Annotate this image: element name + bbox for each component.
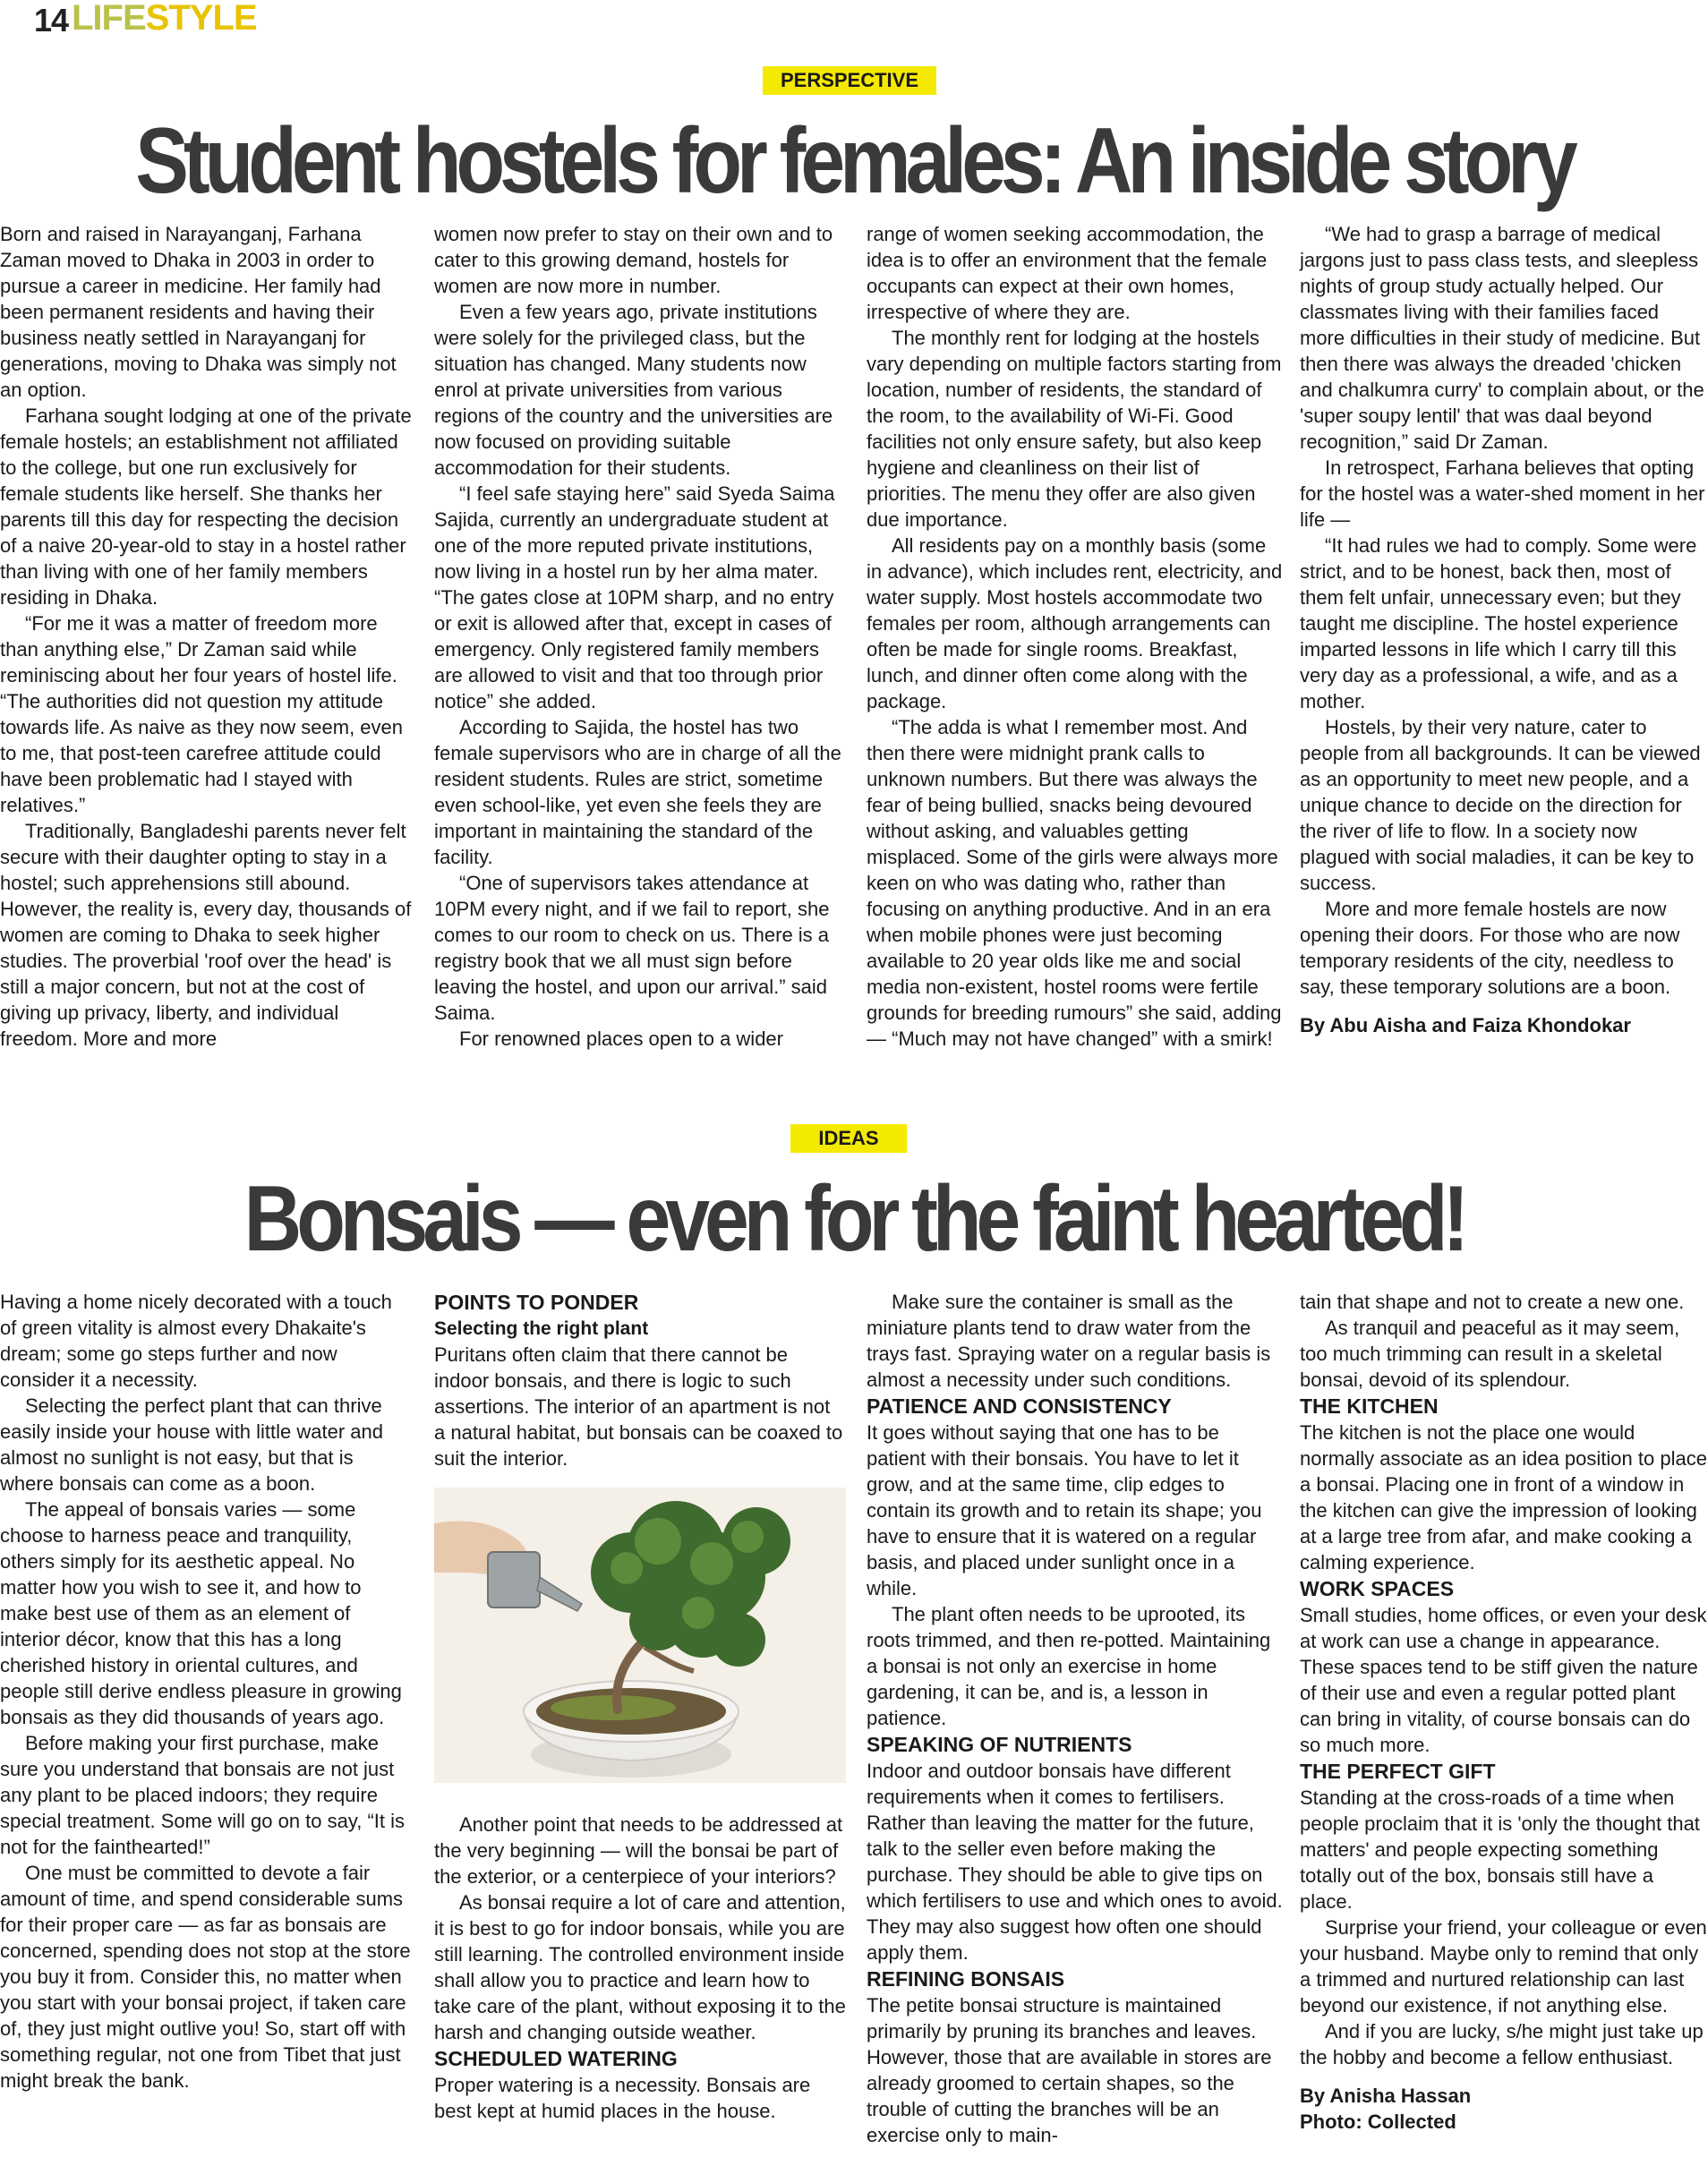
paragraph: Surprise your friend, your colleague or even your husband. Maybe only to remind that only a trimmed and nurtured relationship can last beyond our existence, if not anything else. [1300, 1916, 1707, 2017]
article2-col4 [1300, 1289, 1708, 2135]
paragraph: It goes without saying that one has to be patient with their bonsais. You have to let it grow, and at the same time, clip edges to contain its growth and to retain its shape; you have to ensure that it is watered on a regular basis, and placed under sunlight once in a while. [867, 1421, 1262, 1599]
article1-byline: By Abu Aisha and Faiza Khondokar [1300, 1014, 1631, 1036]
paragraph: The plant often needs to be uprooted, its roots trimmed, and then re-potted. Maintaining a bonsai is not only an exercise in home gardening, it can be, and is, a lesson in patience. [867, 1603, 1271, 1729]
paragraph: “We had to grasp a barrage of medical jargons just to pass class tests, and sleepless nights of group study actually helped. Our classmates living with their families faced more difficulties in their study of medicine. But then there was always the dreaded 'chicken and chalkumra curry' to complain about, or the 'super soupy lentil' that was daal beyond recognition,” said Dr Zaman. [1300, 223, 1704, 453]
section-name-part1: LIFE [72, 0, 146, 38]
paragraph: Farhana sought lodging at one of the private female hostels; an establishment not affiliated to the college, but one run exclusively for female students like herself. She thanks her parents till this day for respecting the decision of a naive 20-year-old to stay in a hostel rather than living with one of her family members residing in Dhaka. [0, 405, 412, 609]
paragraph: Proper watering is a necessity. Bonsais are best kept at humid places in the house. [434, 2074, 811, 2122]
article2-headline: Bonsais — even for the faint hearted! [243, 1167, 1465, 1271]
subhead: SCHEDULED WATERING [434, 2047, 678, 2070]
paragraph: The appeal of bonsais varies — some choose to harness peace and tranquility, others simply for its aesthetic appeal. No matter how you wish to see it, and how to make best use of them as an element of interior décor, know that this has a long cherished history in oriental cultures, and people still derive endless pleasure in growing bonsais as they did thousands of years ago. [0, 1498, 402, 1728]
article2-byline: By Anisha Hassan [1300, 2085, 1472, 2107]
paragraph: “For me it was a matter of freedom more than anything else,” Dr Zaman said while reminiscing about her four years of hostel life. “The authorities did not question my attitude towards life. As naive as they now seem, even to me, that post-teen carefree attitude could have been problematic had I stayed with relatives.” [0, 612, 404, 816]
paragraph: “It had rules we had to comply. Some were strict, and to be honest, back then, most of them felt unfair, unnecessary even; but they taught me discipline. The hostel experience imparted lessons in life which I carry till this very day as a professional, a wife, and as a mother. [1300, 534, 1697, 712]
article1-col1 [0, 221, 416, 1052]
subsubhead: Selecting the right plant [434, 1318, 649, 1339]
paragraph: For renowned places open to a wider [459, 1028, 783, 1050]
paragraph: Having a home nicely decorated with a touch of green vitality is almost every Dhakaite's dream; some go steps further and now consider it a necessity. [0, 1291, 392, 1391]
paragraph: Puritans often claim that there cannot be indoor bonsais, and there is logic to such assertions. The interior of an apartment is not a natural habitat, but bonsais can be coaxed to suit the interior. [434, 1343, 843, 1470]
paragraph: And if you are lucky, s/he might just take up the hobby and become a fellow enthusiast. [1300, 2020, 1704, 2068]
photo-credit: Photo: Collected [1300, 2111, 1456, 2133]
paragraph: Standing at the cross-roads of a time when people proclaim that it is 'only the thought that matters' and people expecting something totally out of the box, bonsais still have a place. [1300, 1786, 1700, 1913]
subhead: PATIENCE AND CONSISTENCY [867, 1394, 1172, 1418]
section-name-part2: STYLE [145, 0, 257, 38]
article2-col2-bottom [434, 1812, 846, 2124]
paragraph: Another point that needs to be addressed at the very beginning — will the bonsai be part of the exterior, or a centerpiece of your interiors? [434, 1813, 843, 1888]
paragraph: The monthly rent for lodging at the hostels vary depending on multiple factors starting from location, number of residents, the standard of the room, to the availability of Wi-Fi. Good facilities not only ensure safety, but also keep hygiene and cleanliness on their list of priorities. The menu they offer are also given due importance. [867, 327, 1282, 531]
paragraph: Hostels, by their very nature, cater to people from all backgrounds. It can be viewed as an opportunity to meet new people, and a unique chance to decide on the direction for the river of life to flow. In a society now plagued with social maladies, it can be key to success. [1300, 716, 1701, 894]
paragraph: More and more female hostels are now opening their doors. For those who are now temporary residents of the city, needless to say, these temporary solutions are a boon. [1300, 898, 1680, 998]
paragraph: women now prefer to stay on their own and to cater to this growing demand, hostels for women are now more in number. [434, 223, 833, 297]
article1-headline: Student hostels for females: An inside story [135, 109, 1573, 213]
page-number: 14 [34, 2, 69, 38]
article1-col2 [434, 221, 850, 1052]
paragraph: range of women seeking accommodation, the idea is to offer an environment that the female occupants can expect at their own homes, irrespective of where they are. [867, 223, 1268, 323]
paragraph: “I feel safe staying here” said Syeda Saima Sajida, currently an undergraduate student at one of the more reputed private institutions, now living in a hostel run by her alma mater. “The gates close at 10PM sharp, and no entry or exit is allowed after that, except in cases of emergency. Only registered family members are allowed to visit and that too through prior notice” she added. [434, 482, 835, 712]
paragraph: In retrospect, Farhana believes that opting for the hostel was a water-shed moment in her life — [1300, 456, 1705, 531]
article1-col3 [867, 221, 1283, 1052]
paragraph: Traditionally, Bangladeshi parents never felt secure with their daughter opting to stay in a hostel; such apprehensions still abound. However, the reality is, every day, thousands of women are coming to Dhaka to seek higher studies. The proverbial 'roof over the head' is still a major concern, but not at the cost of giving up privacy, liberty, and individual freedom. More and more [0, 820, 412, 1050]
paragraph: As tranquil and peaceful as it may seem, too much trimming can result in a skeletal bonsai, devoid of its splendour. [1300, 1317, 1680, 1391]
article2-tag: IDEAS [790, 1124, 907, 1153]
article1-tag: PERSPECTIVE [763, 66, 936, 95]
subhead: THE KITCHEN [1300, 1394, 1439, 1418]
bonsai-photo [434, 1488, 846, 1783]
article2-col2-top [434, 1289, 846, 1471]
section-name [72, 0, 257, 36]
paragraph: Indoor and outdoor bonsais have different requirements when it comes to fertilisers. Rather than leaving the matter for the future, talk to the seller even before making the purchase. They should be able to give tips on which fertilisers to use and which ones to avoid. They may also suggest how often one should apply them. [867, 1760, 1283, 1964]
article2-col3 [867, 1289, 1283, 2148]
paragraph: One must be committed to devote a fair amount of time, and spend considerable sums for their proper care — as far as bonsais are concerned, spending does not stop at the store you buy it from. Consider this, no matter when you start with your bonsai project, if taken care of, they just might outlive you! So, start off with something regular, not one from Tibet that just might break the bank. [0, 1862, 411, 2092]
subhead: SPEAKING OF NUTRIENTS [867, 1733, 1132, 1756]
paragraph: Make sure the container is small as the miniature plants tend to draw water from the trays fast. Spraying water on a regular basis is almost a necessity under such conditions. [867, 1291, 1271, 1391]
paragraph: All residents pay on a monthly basis (some in advance), which includes rent, electricity, and water supply. Most hostels accommodate two females per room, although arrangements can often be made for single rooms. Breakfast, lunch, and dinner often come along with the package. [867, 534, 1283, 712]
paragraph: Small studies, home offices, or even your desk at work can use a change in appearance. These spaces tend to be stiff given the nature of their use and even a regular potted plant can bring in vitality, of course bonsais can do so much more. [1300, 1604, 1707, 1756]
subhead: REFINING BONSAIS [867, 1967, 1065, 1991]
subhead: POINTS TO PONDER [434, 1291, 639, 1314]
paragraph: The kitchen is not the place one would normally associate as an idea position to place a bonsai. Placing one in front of a window in the kitchen can give the impression of looking at a large tree from afar, and make cooking a calming experience. [1300, 1421, 1707, 1573]
paragraph: Born and raised in Narayanganj, Farhana Zaman moved to Dhaka in 2003 in order to pursue a career in medicine. Her family had been permanent residents and having their business neatly settled in Narayanganj for generations, moving to Dhaka was simply not an option. [0, 223, 397, 401]
paragraph: Even a few years ago, private institutions were solely for the privileged class, but the situation has changed. Many students now enrol at private universities from various regions of the country and the universities are now focused on providing suitable accommodation for their students. [434, 301, 833, 479]
paragraph: As bonsai require a lot of care and attention, it is best to go for indoor bonsais, while you are still learning. The controlled environment inside shall allow you to practice and learn how to take care of the plant, without exposing it to the harsh and changing outside weather. [434, 1891, 846, 2043]
subhead: WORK SPACES [1300, 1577, 1455, 1600]
article1-col4 [1300, 221, 1708, 1038]
paragraph: Selecting the perfect plant that can thrive easily inside your house with little water and almost no sunlight is not easy, but that is where bonsais can come as a boon. [0, 1394, 384, 1495]
paragraph: According to Sajida, the hostel has two female supervisors who are in charge of all the resident students. Rules are strict, sometime even school-like, yet even she feels they are important in maintaining the standard of the facility. [434, 716, 841, 868]
paragraph: “One of supervisors takes attendance at 10PM every night, and if we fail to report, she comes to our room to check on us. There is a registry book that we all must sign before leaving the hostel, and upon our arrival.” said Saima. [434, 872, 830, 1024]
article2-col1 [0, 1289, 412, 2093]
paragraph: tain that shape and not to create a new one. [1300, 1291, 1685, 1313]
paragraph: Before making your first purchase, make sure you understand that bonsais are not just any plant to be placed indoors; they require special treatment. Some will go on to say, “It is not for the fainthearted!” [0, 1732, 405, 1858]
paragraph: The petite bonsai structure is maintained primarily by pruning its branches and leaves. However, those that are available in stores are already groomed to certain shapes, so the trouble of cutting the branches will be an exercise only to main- [867, 1994, 1272, 2146]
subhead: THE PERFECT GIFT [1300, 1760, 1496, 1783]
paragraph: “The adda is what I remember most. And then there were midnight prank calls to unknown numbers. But there was always the fear of being bullied, snacks being devoured without asking, and valuables getting misplaced. Some of the girls were always more keen on who was dating who, rather than focusing on anything productive. And in an era when mobile phones were just becoming available to 20 year olds like me and social media non-existent, hostel rooms were fertile grounds for breeding rumours” she said, adding — “Much may not have changed” with a smirk! [867, 716, 1282, 1050]
